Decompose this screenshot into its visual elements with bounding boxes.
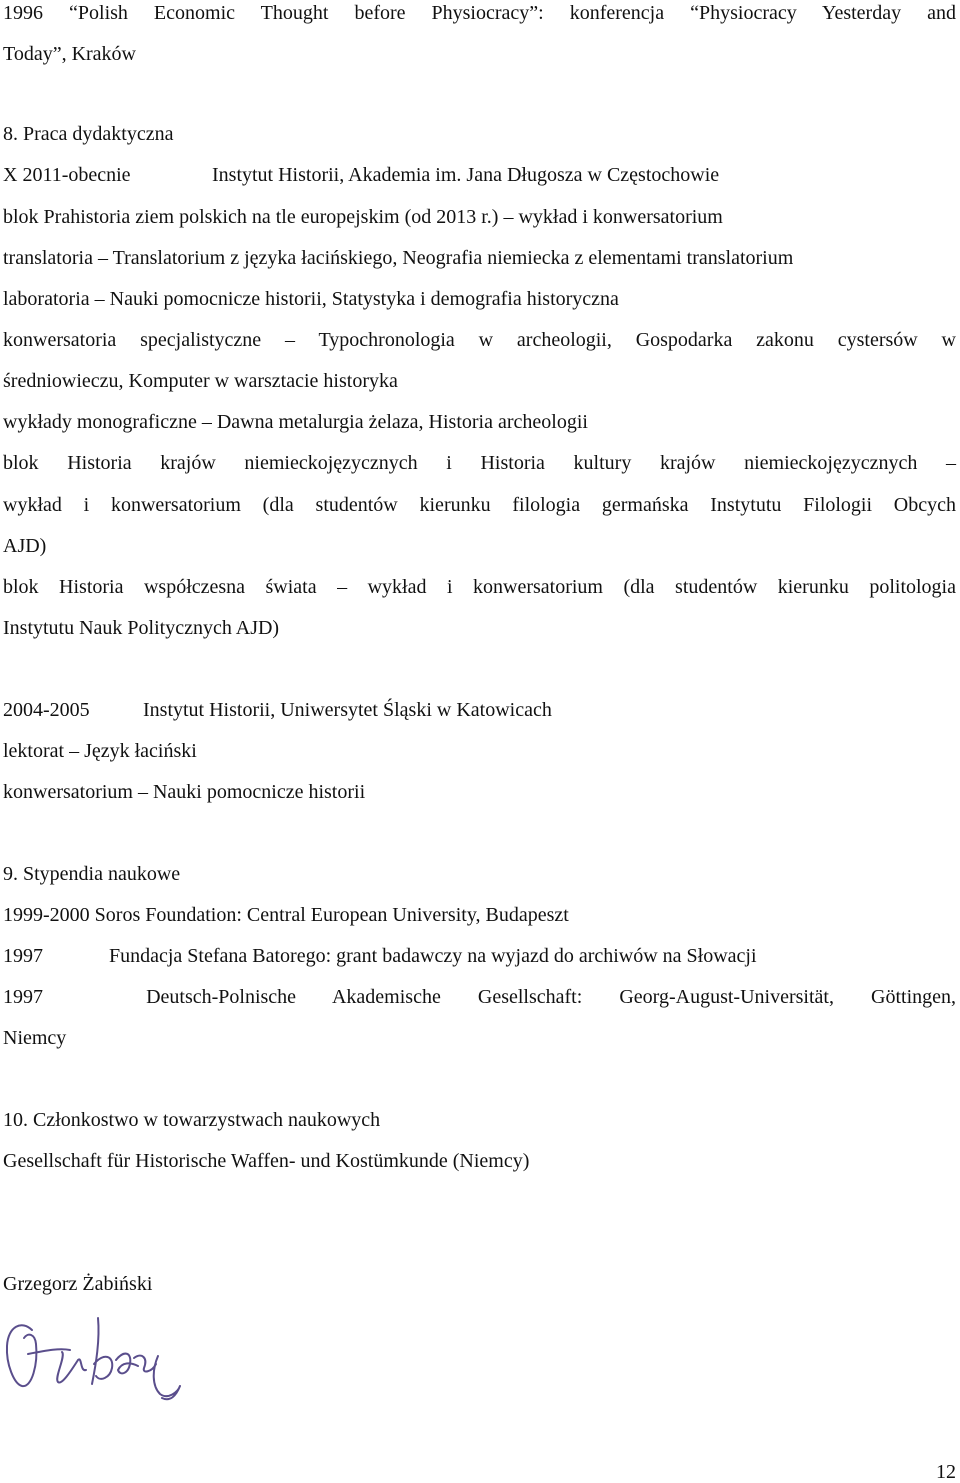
text-line: 1999-2000 Soros Foundation: Central European University, Budapeszt [3,904,569,926]
section-heading: 10. Członkostwo w towarzystwach naukowych [3,1109,381,1131]
institution: Instytut Historii, Uniwersytet Śląski w Katowicach [143,699,552,721]
date-range: 2004-2005 [3,699,90,721]
year: 1997 [3,986,43,1008]
text-line: blok Historia krajów niemieckojęzycznych i Historia kultury krajów niemieckojęzycznych – [3,452,956,474]
text-line: Today”, Kraków [3,43,136,65]
year: 1997 [3,945,43,967]
text-line: wykład i konwersatorium (dla studentów kierunku filologia germańska Instytutu Filologii Obcych [3,494,956,516]
text-line: konwersatoria specjalistyczne – Typochronologia w archeologii, Gospodarka zakonu cystersów w [3,329,956,351]
text-line: lektorat – Język łaciński [3,740,197,762]
text-line [3,700,956,720]
text-line: blok Prahistoria ziem polskich na tle europejskim (od 2013 r.) – wykład i konwersatorium [3,206,723,228]
text-line: 1996 “Polish Economic Thought before Physiocracy”: konferencja “Physiocracy Yesterday and [3,2,956,24]
text-line: Niemcy [3,1027,67,1049]
text-line [3,165,956,185]
author-name: Grzegorz Żabiński [3,1273,153,1295]
text-line: AJD) [3,535,47,557]
signature-strokes [7,1318,180,1399]
text-line: laboratoria – Nauki pomocnicze historii, Statystyka i demografia historyczna [3,288,619,310]
grant-text: Fundacja Stefana Batorego: grant badawczy na wyjazd do archiwów na Słowacji [109,945,757,967]
section-heading: 9. Stypendia naukowe [3,863,181,885]
text-line: Gesellschaft für Historische Waffen- und Kostümkunde (Niemcy) [3,1150,530,1172]
text-line [3,946,956,966]
text-line: Instytutu Nauk Politycznych AJD) [3,617,280,639]
text-line: konwersatorium – Nauki pomocnicze historii [3,781,366,803]
grant-text: Deutsch-Polnische Akademische Gesellschaft: Georg-August-Universität, Göttingen, [146,986,956,1008]
date-range: X 2011-obecnie [3,164,131,186]
text-line: wykłady monograficzne – Dawna metalurgia żelaza, Historia archeologii [3,411,588,433]
page-number: 12 [936,1461,956,1483]
text-line: blok Historia współczesna świata – wykład i konwersatorium (dla studentów kierunku politologia [3,576,956,598]
text-line: średniowieczu, Komputer w warsztacie historyka [3,370,398,392]
signature-image [2,1312,192,1404]
section-heading: 8. Praca dydaktyczna [3,123,174,145]
text-line [3,987,956,1007]
text-line: translatoria – Translatorium z języka łacińskiego, Neografia niemiecka z elementami translatorium [3,247,794,269]
institution: Instytut Historii, Akademia im. Jana Długosza w Częstochowie [212,164,720,186]
